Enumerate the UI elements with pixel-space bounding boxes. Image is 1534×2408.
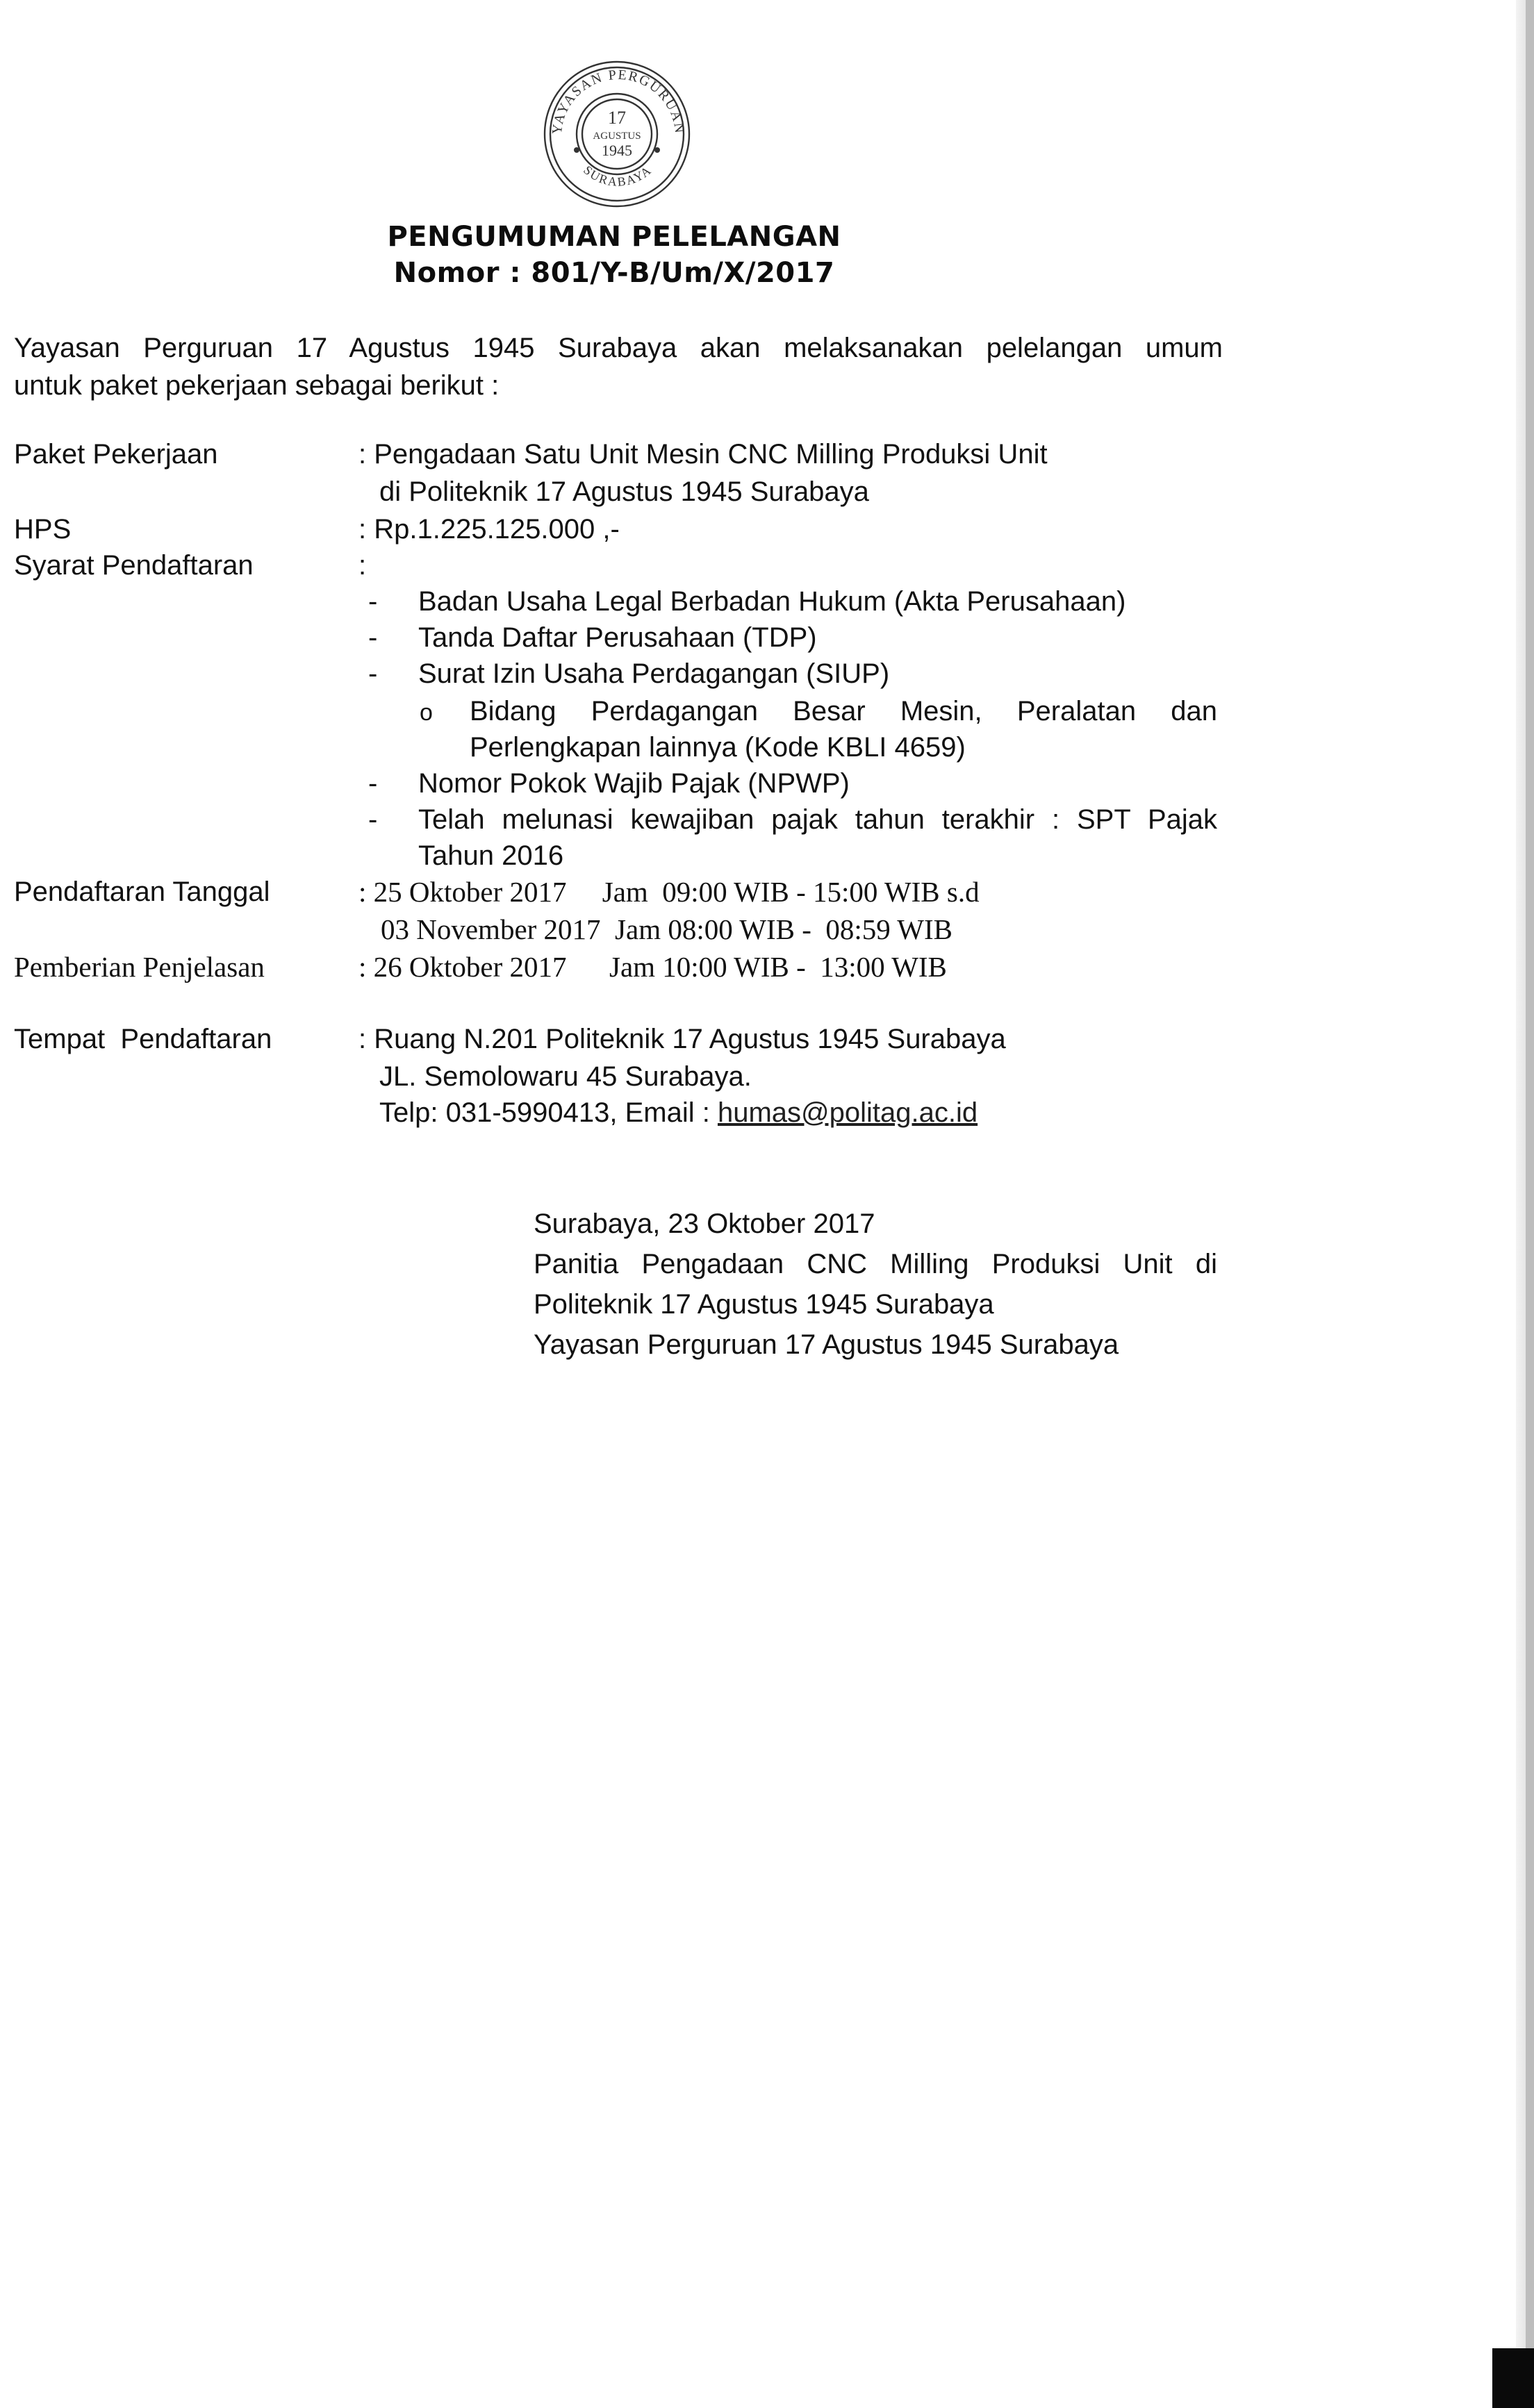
pendaftaran-tanggal-line-2: 03 November 2017 Jam 08:00 WIB - 08:59 WIB	[381, 913, 952, 945]
seal-center-year: 1945	[602, 142, 632, 159]
syarat-sub-item	[420, 696, 470, 727]
penjelasan-value: : 26 Oktober 2017 Jam 10:00 WIB - 13:00 WIB	[358, 951, 947, 983]
seal-ring-top-text: YAYASAN PERGURUAN	[549, 67, 688, 135]
syarat-colon: :	[358, 550, 367, 581]
seal-center-number: 17	[608, 108, 626, 128]
syarat-item-text: Tanda Daftar Perusahaan (TDP)	[418, 622, 817, 653]
syarat-item	[368, 804, 418, 836]
pendaftaran-tanggal-label: Pendaftaran Tanggal	[14, 877, 270, 907]
bullet-dash: -	[368, 804, 378, 835]
page-edge-strip	[1526, 0, 1534, 2408]
paket-label: Paket Pekerjaan	[14, 439, 218, 470]
syarat-item	[368, 586, 1125, 617]
bullet-dash: -	[368, 768, 378, 799]
tempat-contact	[379, 1097, 978, 1129]
hps-label: HPS	[14, 514, 72, 545]
hps-value: : Rp.1.225.125.000 ,-	[358, 514, 620, 545]
intro-paragraph	[14, 329, 1223, 404]
signature-date: Surabaya, 23 Oktober 2017	[534, 1209, 875, 1239]
syarat-label: Syarat Pendaftaran	[14, 550, 254, 581]
signature-line-3: Yayasan Perguruan 17 Agustus 1945 Surabaya	[534, 1329, 1119, 1360]
scan-corner-mark	[1492, 2348, 1534, 2408]
syarat-item	[368, 768, 850, 799]
signature-line-1: Panitia Pengadaan CNC Milling Produksi Unit di	[534, 1249, 1217, 1279]
syarat-pajak-line-2: Tahun 2016	[418, 840, 564, 871]
syarat-sub-item-line-2: Perlengkapan lainnya (Kode KBLI 4659)	[470, 732, 966, 763]
seal-ring-bottom-text: SURABAYA	[581, 163, 654, 189]
bullet-dash: -	[368, 586, 378, 617]
yayasan-seal-logo	[525, 54, 709, 214]
seal-center-month: AGUSTUS	[593, 131, 641, 142]
syarat-pajak-line-1: Telah melunasi kewajiban pajak tahun terakhir : SPT Pajak	[418, 804, 1217, 835]
syarat-item	[368, 658, 889, 690]
svg-text:SURABAYA	[581, 163, 654, 188]
syarat-sub-item-line-1: Bidang Perdagangan Besar Mesin, Peralatan dan	[470, 696, 1217, 726]
syarat-item-text: Nomor Pokok Wajib Pajak (NPWP)	[418, 768, 850, 799]
tempat-label: Tempat Pendaftaran	[14, 1024, 272, 1054]
intro-line-1: Yayasan Perguruan 17 Agustus 1945 Surabaya akan melaksanakan pelelangan umum	[14, 333, 1223, 363]
paket-value-line-1: : Pengadaan Satu Unit Mesin CNC Milling Produksi Unit	[358, 439, 1048, 470]
sub-bullet-circle: o	[420, 699, 433, 726]
tempat-phone: Telp: 031-5990413, Email :	[379, 1097, 718, 1128]
penjelasan-label: Pemberian Penjelasan	[14, 951, 265, 983]
signature-line-2: Politeknik 17 Agustus 1945 Surabaya	[534, 1289, 994, 1320]
bullet-dash: -	[368, 658, 378, 689]
bullet-dash: -	[368, 622, 378, 653]
announcement-number: Nomor : 801/Y-B/Um/X/2017	[393, 257, 835, 289]
syarat-item-text: Badan Usaha Legal Berbadan Hukum (Akta Perusahaan)	[418, 586, 1126, 617]
tempat-line-1: : Ruang N.201 Politeknik 17 Agustus 1945 Surabaya	[358, 1024, 1006, 1054]
syarat-item	[368, 622, 817, 654]
email-link[interactable]: humas@politag.ac.id	[717, 1097, 978, 1128]
paket-value-line-2: di Politeknik 17 Agustus 1945 Surabaya	[379, 476, 869, 507]
pendaftaran-tanggal-line-1: : 25 Oktober 2017 Jam 09:00 WIB - 15:00 WIB s.d	[358, 876, 980, 908]
syarat-item-text: Surat Izin Usaha Perdagangan (SIUP)	[418, 658, 890, 689]
intro-line-2: untuk paket pekerjaan sebagai berikut :	[14, 370, 500, 401]
page-title: PENGUMUMAN PELELANGAN	[387, 221, 841, 253]
tempat-line-2: JL. Semolowaru 45 Surabaya.	[379, 1061, 752, 1092]
